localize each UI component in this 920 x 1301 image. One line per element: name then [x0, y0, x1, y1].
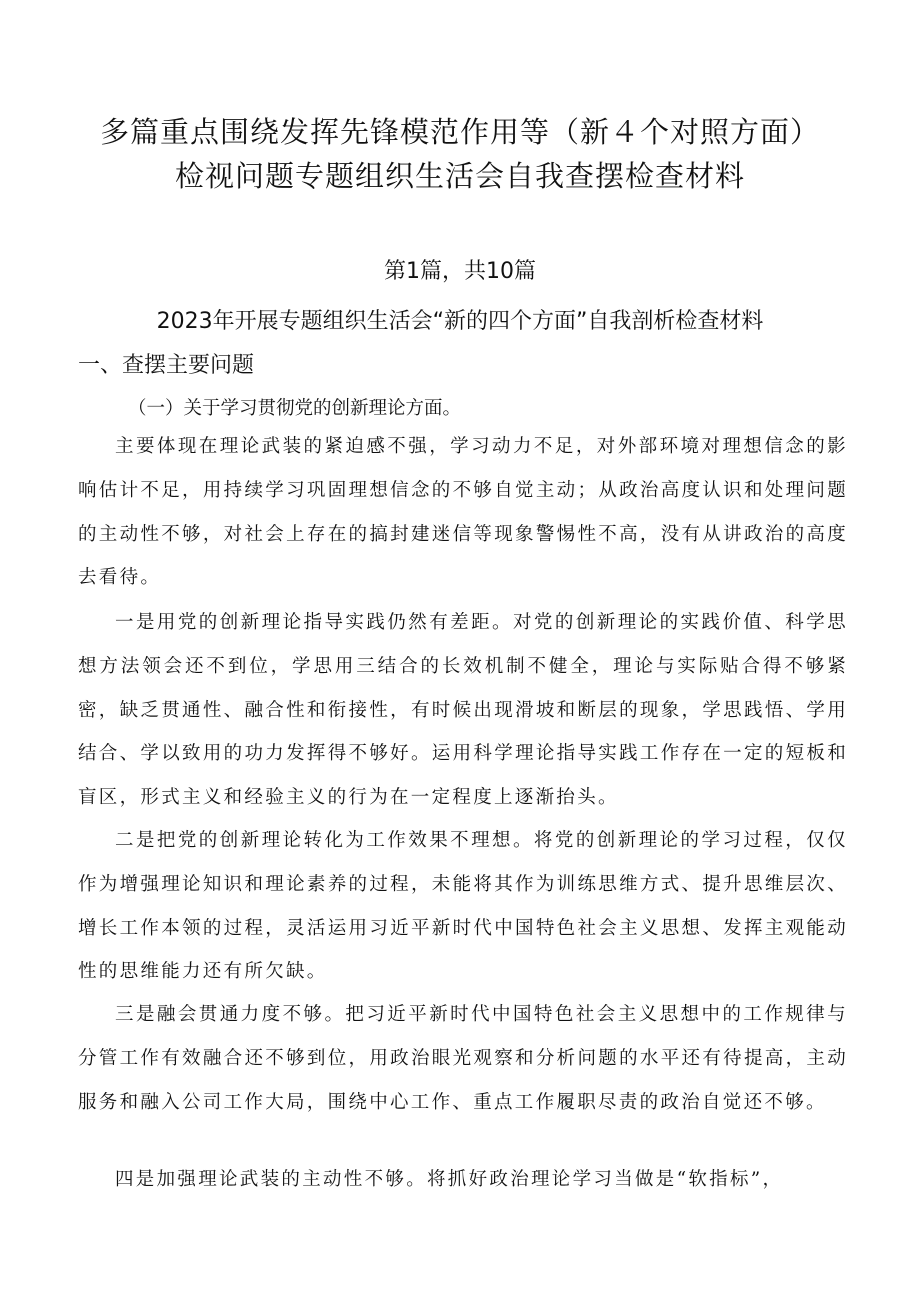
paragraph: 一是用党的创新理论指导实践仍然有差距。对党的创新理论的实践价值、科学思想方法领会还不到位，学思用三结合的长效机制不健全，理论与实际贴合得不够紧密，缺乏贯通性、融合性和衔接性，有时候出现滑坡和断层的现象，学思践悟、学用结合、学以致用的功力发挥得不够好。运用科学理论指导实践工作存在一定的短板和盲区，形式主义和经验主义的行为在一定程度上逐渐抬头。	[78, 612, 848, 809]
section-heading: 一、查摆主要问题	[78, 353, 255, 378]
paragraph: 三是融会贯通力度不够。把习近平新时代中国特色社会主义思想中的工作规律与分管工作有效融合还不够到位，用政治眼光观察和分析问题的水平还有待提高，主动服务和融入公司工作大局，围绕中心工作、重点工作履职尽责的政治自觉还不够。	[78, 1004, 848, 1113]
paragraph: 主要体现在理论武装的紧迫感不强，学习动力不足，对外部环境对理想信念的影响估计不足，用持续学习巩固理想信念的不够自觉主动；从政治高度认识和处理问题的主动性不够，对社会上存在的搞封建迷信等现象警惕性不高，没有从讲政治的高度去看待。	[78, 436, 848, 589]
part-label: 第1篇，共10篇	[384, 259, 536, 284]
document-title: 多篇重点围绕发挥先锋模范作用等（新４个对照方面）检视问题专题组织生活会自我查摆检查材料	[100, 115, 821, 193]
part-title: 2023年开展专题组织生活会“新的四个方面”自我剖析检查材料	[156, 309, 764, 334]
sub-heading: （一）关于学习贯彻党的创新理论方面。	[128, 398, 462, 419]
paragraph: 四是加强理论武装的主动性不够。将抓好政治理论学习当做是“软指标”，	[115, 1169, 784, 1190]
paragraph: 二是把党的创新理论转化为工作效果不理想。将党的创新理论的学习过程，仅仅作为增强理论知识和理论素养的过程，未能将其作为训练思维方式、提升思维层次、增长工作本领的过程，灵活运用习近平新时代中国特色社会主义思想、发挥主观能动性的思维能力还有所欠缺。	[78, 830, 848, 983]
